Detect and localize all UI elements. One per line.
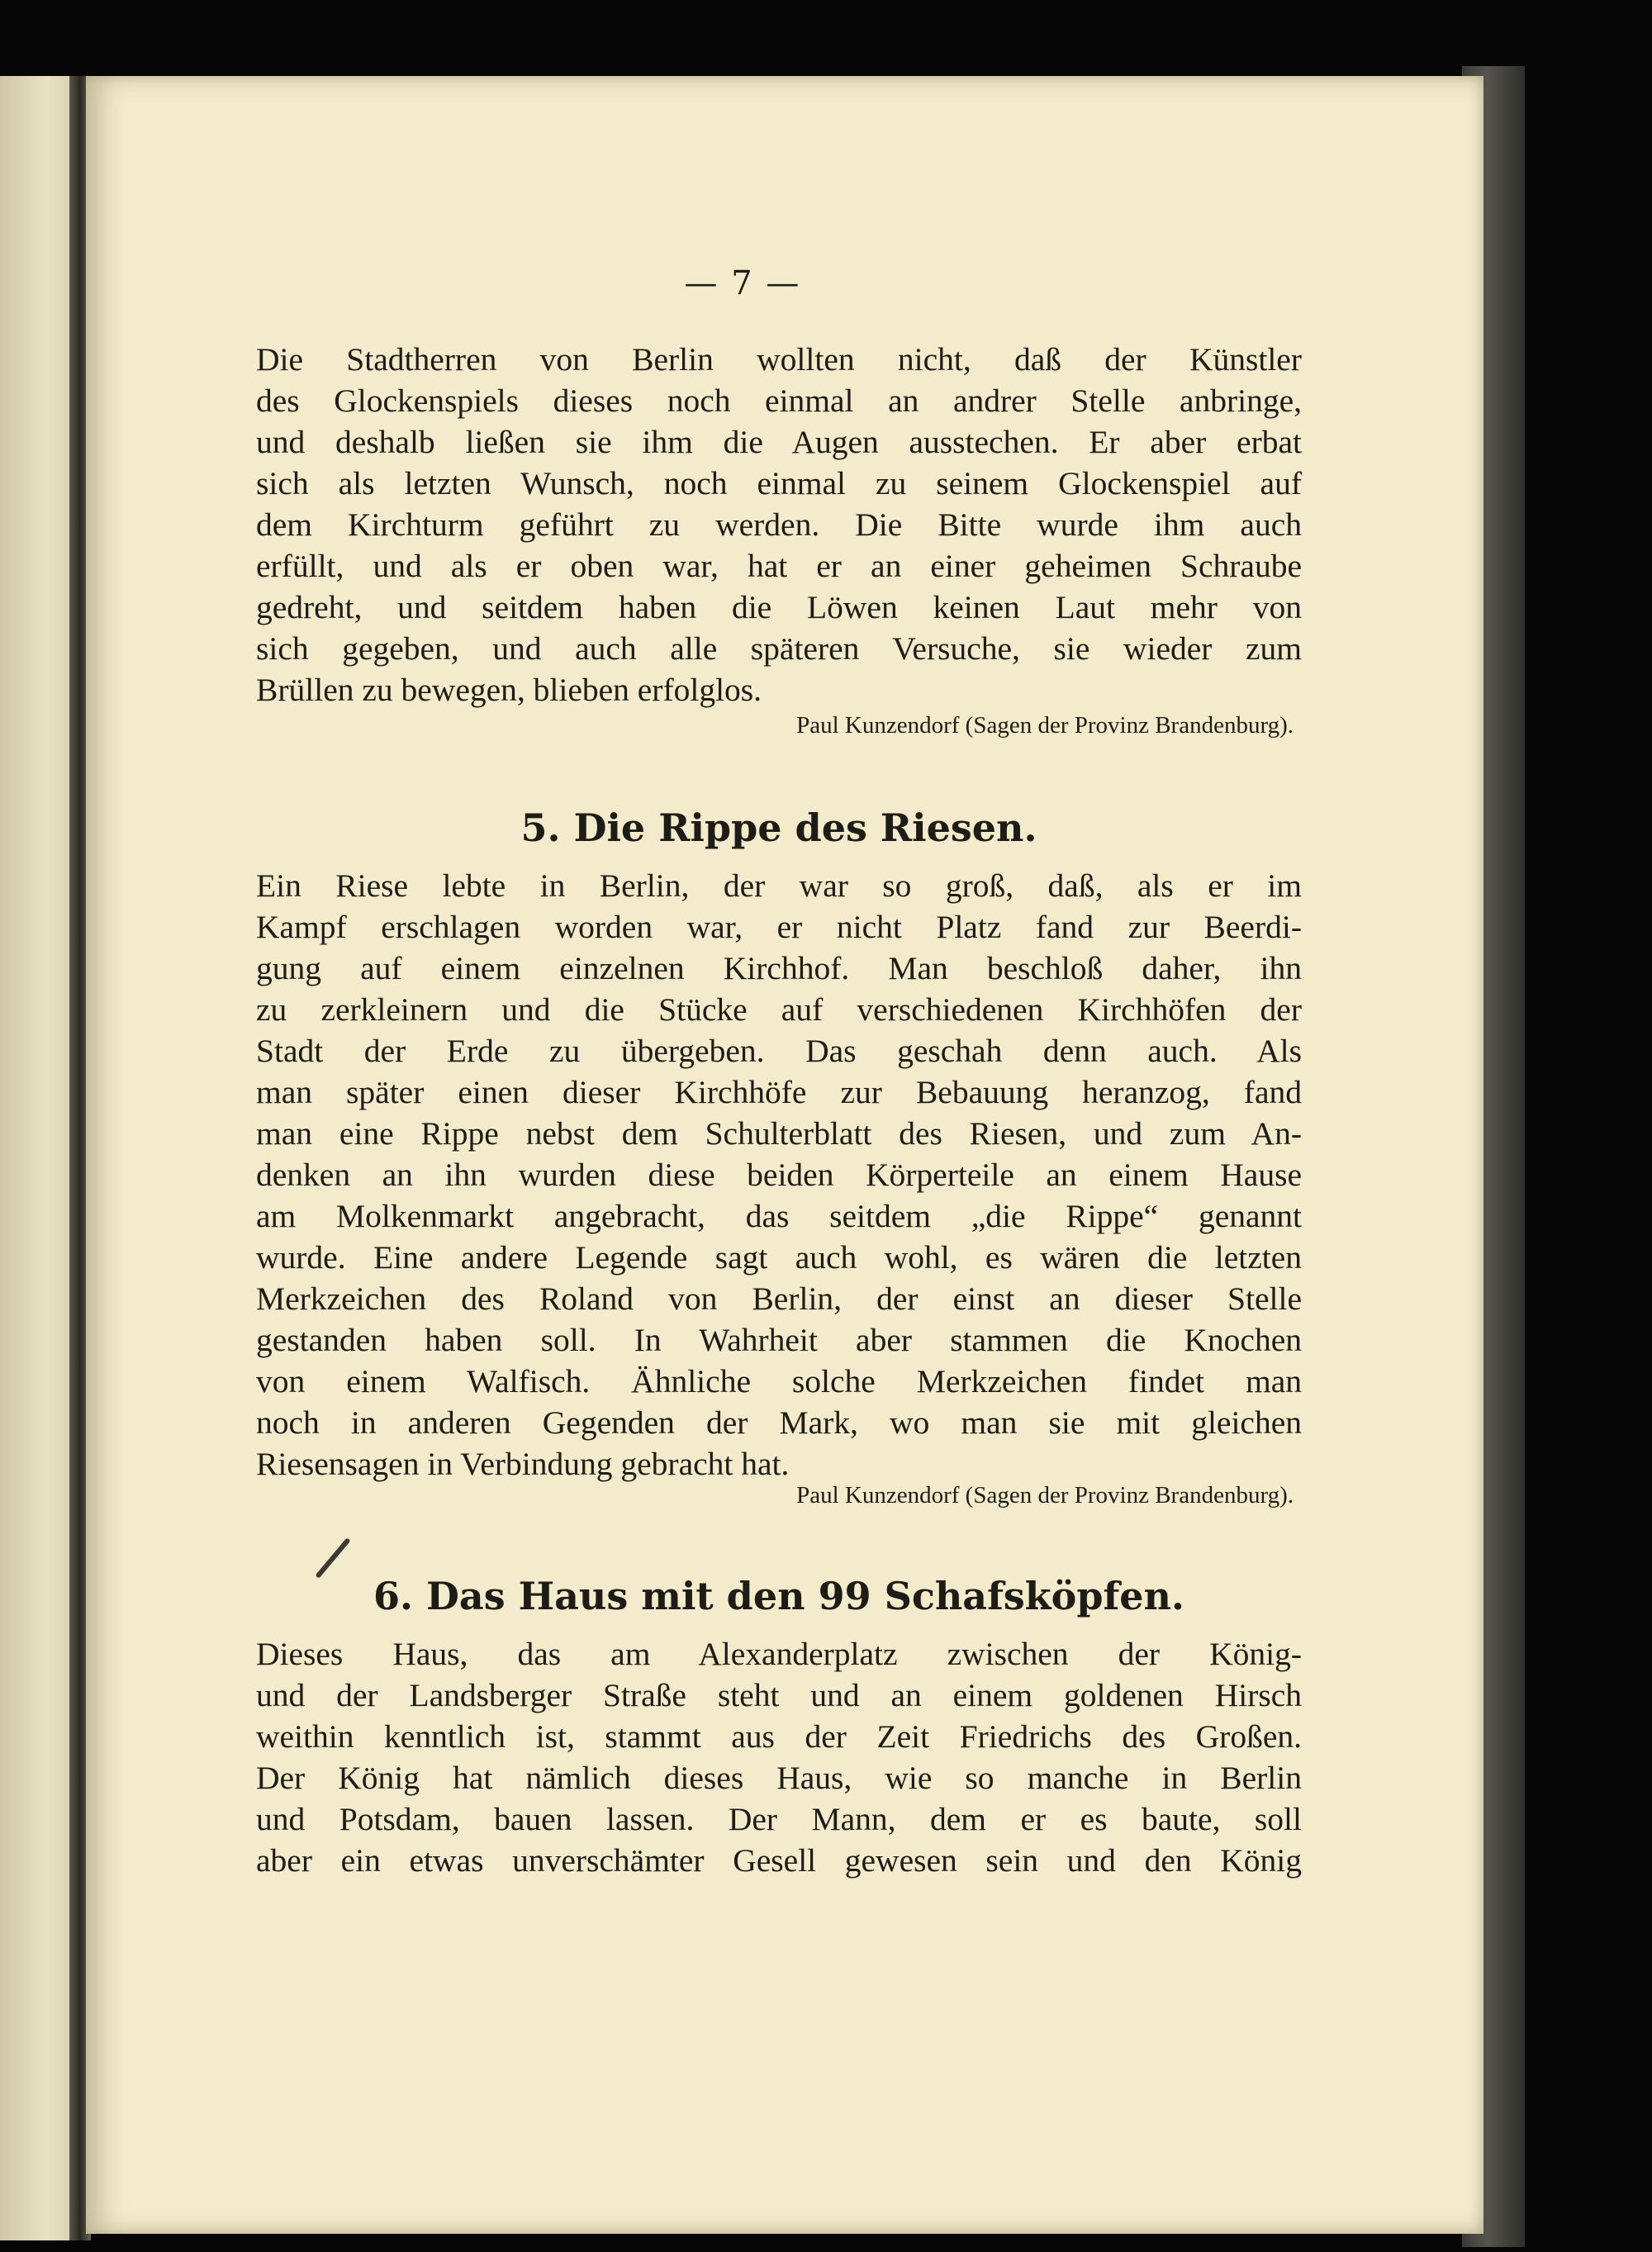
text-line: Stadt der Erde zu übergeben. Das geschah denn auch. Als (256, 1033, 1302, 1069)
text-line: dem Kirchturm geführt zu werden. Die Bitte wurde ihm auch (256, 506, 1302, 543)
text-line: Dieses Haus, das am Alexanderplatz zwischen der König- (256, 1636, 1302, 1672)
text-line: Brüllen zu bewegen, blieben erfolglos. (256, 672, 762, 708)
text-line: Riesensagen in Verbindung gebracht hat. (256, 1446, 790, 1482)
text-line: aber ein etwas unverschämter Gesell gewesen sein und den König (256, 1842, 1302, 1879)
paragraph-1 (256, 339, 1302, 710)
text-line: denken an ihn wurden diese beiden Körperteile an einem Hause (256, 1157, 1302, 1193)
text-line: man später einen dieser Kirchhöfe zur Bebauung heranzog, fand (256, 1074, 1302, 1110)
text-line: und der Landsberger Straße steht und an einem goldenen Hirsch (256, 1677, 1302, 1713)
text-line: sich als letzten Wunsch, noch einmal zu seinem Glockenspiel auf (256, 465, 1302, 501)
text-line: und Potsdam, bauen lassen. Der Mann, dem er es baute, soll (256, 1801, 1302, 1837)
text-line: weithin kenntlich ist, stammt aus der Zeit Friedrichs des Großen. (256, 1718, 1302, 1755)
text-line: Kampf erschlagen worden war, er nicht Platz fand zur Beerdi- (256, 909, 1302, 945)
text-line: erfüllt, und als er oben war, hat er an einer geheimen Schraube (256, 548, 1302, 584)
text-line: gedreht, und seitdem haben die Löwen keinen Laut mehr von (256, 589, 1302, 625)
text-line: wurde. Eine andere Legende sagt auch wohl, es wären die letzten (256, 1239, 1302, 1276)
text-line: noch in anderen Gegenden der Mark, wo man sie mit gleichen (256, 1404, 1302, 1441)
text-line: Merkzeichen des Roland von Berlin, der einst an dieser Stelle (256, 1280, 1302, 1317)
text-line: Der König hat nämlich dieses Haus, wie so manche in Berlin (256, 1760, 1302, 1796)
paragraph-2 (256, 865, 1302, 1485)
text-line: zu zerkleinern und die Stücke auf verschiedenen Kirchhöfen der (256, 991, 1302, 1028)
page-number: — 7 — (684, 264, 801, 302)
text-line: man eine Rippe nebst dem Schulterblatt des Riesen, und zum An- (256, 1115, 1302, 1152)
attribution-2: Paul Kunzendorf (Sagen der Provinz Brandenburg). (796, 1482, 1294, 1508)
heading-section-6: 6. Das Haus mit den 99 Schafsköpfen. (373, 1574, 1184, 1618)
paragraph-3 (256, 1633, 1302, 1881)
attribution-1: Paul Kunzendorf (Sagen der Provinz Brandenburg). (796, 712, 1294, 739)
text-line: sich gegeben, und auch alle späteren Versuche, sie wieder zum (256, 630, 1302, 667)
book-page (86, 76, 1483, 2234)
text-line: und deshalb ließen sie ihm die Augen ausstechen. Er aber erbat (256, 424, 1302, 460)
heading-section-5: 5. Die Rippe des Riesen. (520, 805, 1037, 850)
text-line: des Glockenspiels dieses noch einmal an andrer Stelle anbringe, (256, 382, 1302, 419)
left-page-edge (0, 76, 78, 2240)
text-line: gestanden haben soll. In Wahrheit aber stammen die Knochen (256, 1322, 1302, 1358)
text-line: Ein Riese lebte in Berlin, der war so groß, daß, als er im (256, 867, 1302, 904)
text-line: gung auf einem einzelnen Kirchhof. Man beschloß daher, ihn (256, 950, 1302, 986)
text-line: von einem Walfisch. Ähnliche solche Merkzeichen findet man (256, 1363, 1302, 1399)
text-line: am Molkenmarkt angebracht, das seitdem „die Rippe“ genannt (256, 1198, 1302, 1234)
text-line: Die Stadtherren von Berlin wollten nicht, daß der Künstler (256, 341, 1302, 378)
